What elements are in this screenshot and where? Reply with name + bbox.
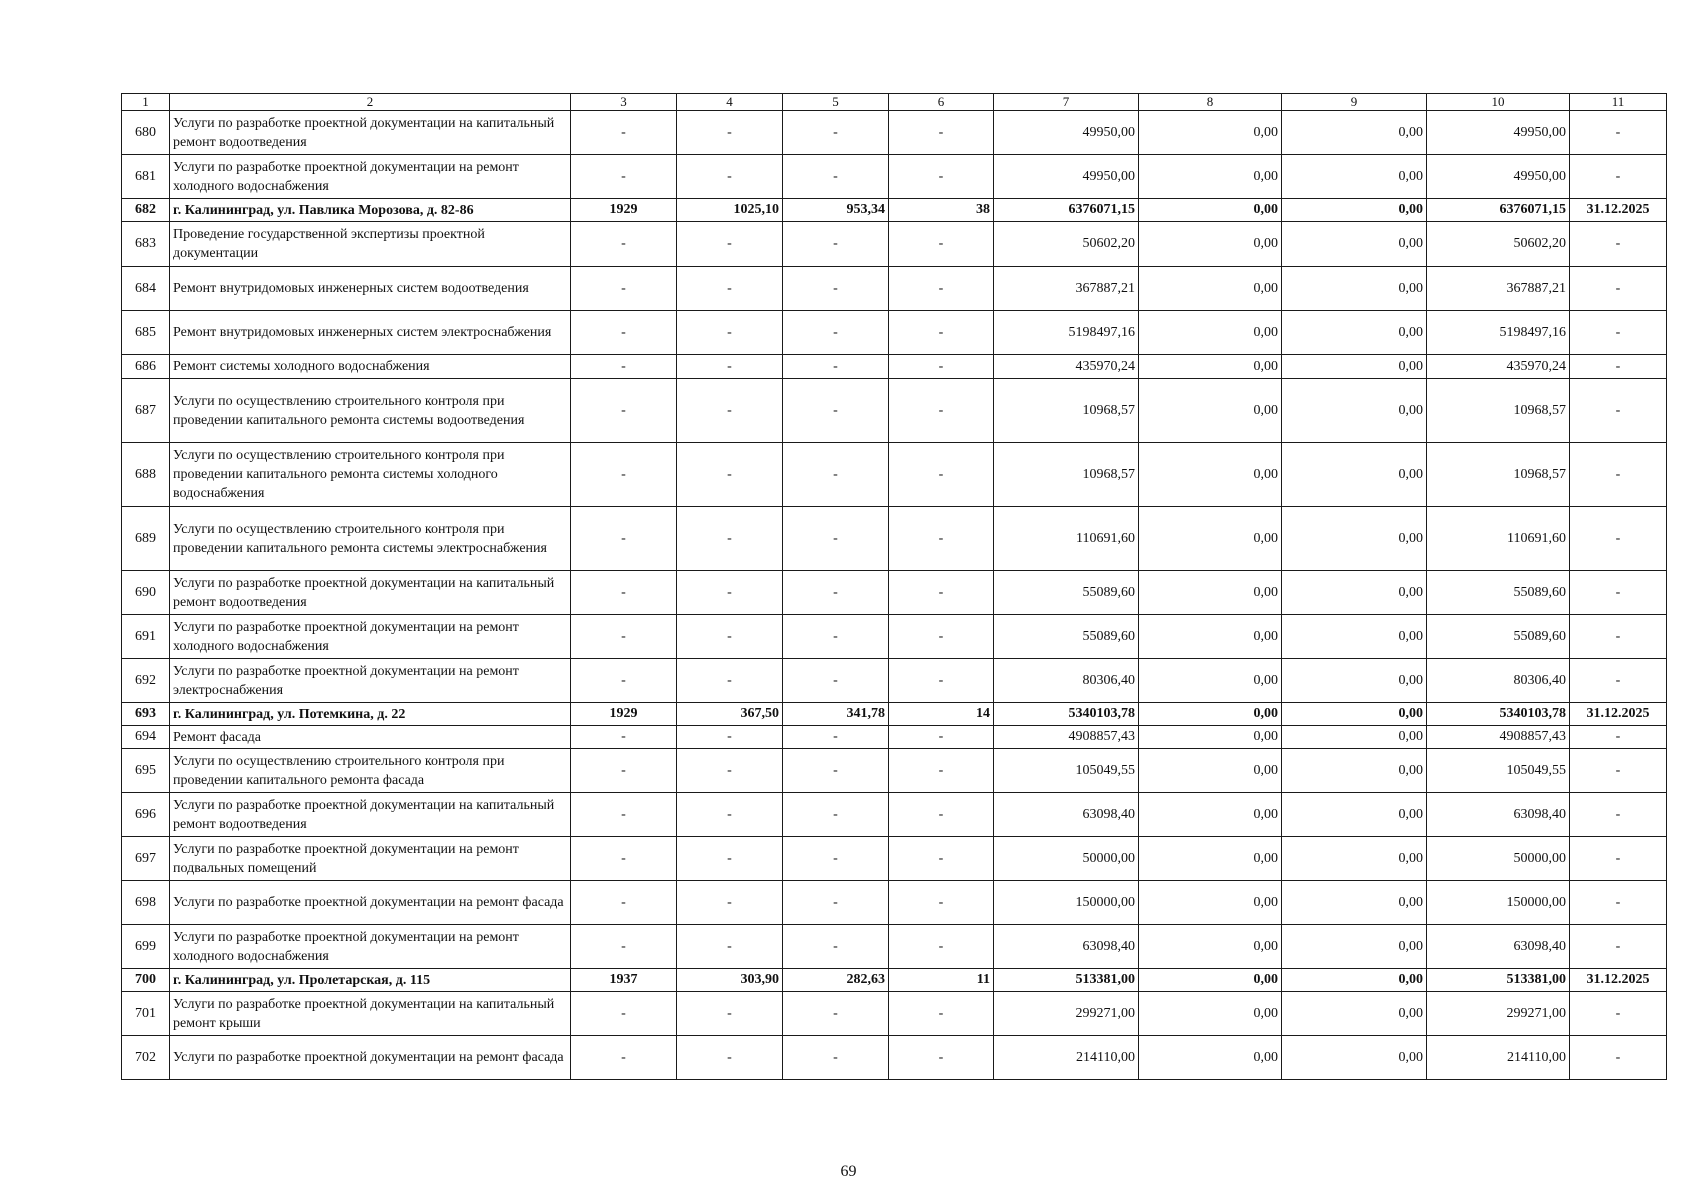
table-row [122, 793, 1667, 837]
col7-value: 55089,60 [994, 571, 1139, 615]
header-cell: 8 [1139, 94, 1282, 111]
row-name: г. Калининград, ул. Пролетарская, д. 115 [170, 969, 571, 992]
row-number: 689 [122, 507, 170, 571]
row-number: 680 [122, 111, 170, 155]
col5-value: - [783, 992, 889, 1036]
col6-value: - [889, 507, 994, 571]
col4-value: - [677, 267, 783, 311]
col8-value: 0,00 [1139, 703, 1282, 726]
col5-value: - [783, 1036, 889, 1080]
header-cell: 2 [170, 94, 571, 111]
capital-repair-table [121, 93, 1667, 1080]
row-name: Услуги по разработке проектной документации на капитальный ремонт крыши [170, 992, 571, 1036]
col4-value: - [677, 925, 783, 969]
col7-value: 63098,40 [994, 925, 1139, 969]
col11-value: - [1570, 837, 1667, 881]
row-number: 693 [122, 703, 170, 726]
col8-value: 0,00 [1139, 267, 1282, 311]
col5-value: 282,63 [783, 969, 889, 992]
col11-value: 31.12.2025 [1570, 703, 1667, 726]
col7-value: 299271,00 [994, 992, 1139, 1036]
col3-value: 1937 [571, 969, 677, 992]
col3-value: - [571, 355, 677, 379]
table-row [122, 443, 1667, 507]
col7-value: 55089,60 [994, 615, 1139, 659]
col8-value: 0,00 [1139, 199, 1282, 222]
col5-value: - [783, 615, 889, 659]
col6-value: - [889, 1036, 994, 1080]
col5-value: - [783, 726, 889, 749]
col10-value: 105049,55 [1427, 749, 1570, 793]
col9-value: 0,00 [1282, 443, 1427, 507]
col3-value: - [571, 659, 677, 703]
col7-value: 10968,57 [994, 443, 1139, 507]
col8-value: 0,00 [1139, 311, 1282, 355]
col4-value: 367,50 [677, 703, 783, 726]
col3-value: 1929 [571, 703, 677, 726]
col10-value: 435970,24 [1427, 355, 1570, 379]
row-number: 688 [122, 443, 170, 507]
col3-value: - [571, 726, 677, 749]
row-number: 685 [122, 311, 170, 355]
col11-value: 31.12.2025 [1570, 969, 1667, 992]
col7-value: 5198497,16 [994, 311, 1139, 355]
col5-value: - [783, 837, 889, 881]
col7-value: 513381,00 [994, 969, 1139, 992]
row-number: 691 [122, 615, 170, 659]
col3-value: - [571, 749, 677, 793]
col4-value: - [677, 726, 783, 749]
col3-value: 1929 [571, 199, 677, 222]
col3-value: - [571, 267, 677, 311]
col6-value: - [889, 379, 994, 443]
row-name: Услуги по осуществлению строительного контроля при проведении капитального ремонта фасада [170, 749, 571, 793]
col9-value: 0,00 [1282, 615, 1427, 659]
col8-value: 0,00 [1139, 507, 1282, 571]
table-row [122, 992, 1667, 1036]
col10-value: 63098,40 [1427, 925, 1570, 969]
col9-value: 0,00 [1282, 837, 1427, 881]
col5-value: - [783, 355, 889, 379]
row-number: 682 [122, 199, 170, 222]
col10-value: 55089,60 [1427, 615, 1570, 659]
col9-value: 0,00 [1282, 379, 1427, 443]
table-row [122, 507, 1667, 571]
col4-value: - [677, 881, 783, 925]
col8-value: 0,00 [1139, 1036, 1282, 1080]
row-number: 698 [122, 881, 170, 925]
col10-value: 367887,21 [1427, 267, 1570, 311]
header-cell: 4 [677, 94, 783, 111]
col5-value: - [783, 111, 889, 155]
table-row [122, 659, 1667, 703]
col6-value: - [889, 155, 994, 199]
col6-value: - [889, 311, 994, 355]
col11-value: - [1570, 311, 1667, 355]
table-row [122, 355, 1667, 379]
header-cell: 7 [994, 94, 1139, 111]
col4-value: - [677, 749, 783, 793]
col7-value: 50000,00 [994, 837, 1139, 881]
col6-value: - [889, 726, 994, 749]
col8-value: 0,00 [1139, 726, 1282, 749]
col9-value: 0,00 [1282, 969, 1427, 992]
address-row [122, 703, 1667, 726]
table-row [122, 571, 1667, 615]
col11-value: - [1570, 925, 1667, 969]
col11-value: 31.12.2025 [1570, 199, 1667, 222]
col4-value: - [677, 1036, 783, 1080]
col9-value: 0,00 [1282, 749, 1427, 793]
col4-value: - [677, 111, 783, 155]
header-cell: 10 [1427, 94, 1570, 111]
col4-value: - [677, 571, 783, 615]
col3-value: - [571, 793, 677, 837]
col10-value: 5198497,16 [1427, 311, 1570, 355]
col6-value: 14 [889, 703, 994, 726]
col3-value: - [571, 155, 677, 199]
col3-value: - [571, 1036, 677, 1080]
header-cell: 11 [1570, 94, 1667, 111]
row-name: Услуги по разработке проектной документации на ремонт фасада [170, 1036, 571, 1080]
table-row [122, 837, 1667, 881]
col11-value: - [1570, 615, 1667, 659]
col10-value: 4908857,43 [1427, 726, 1570, 749]
col3-value: - [571, 615, 677, 659]
col11-value: - [1570, 749, 1667, 793]
col6-value: - [889, 992, 994, 1036]
col8-value: 0,00 [1139, 222, 1282, 267]
col6-value: - [889, 571, 994, 615]
row-name: Ремонт системы холодного водоснабжения [170, 355, 571, 379]
table-row [122, 615, 1667, 659]
row-number: 694 [122, 726, 170, 749]
col6-value: - [889, 111, 994, 155]
col8-value: 0,00 [1139, 881, 1282, 925]
col7-value: 50602,20 [994, 222, 1139, 267]
col4-value: - [677, 992, 783, 1036]
col4-value: - [677, 355, 783, 379]
row-number: 684 [122, 267, 170, 311]
col9-value: 0,00 [1282, 925, 1427, 969]
col5-value: - [783, 749, 889, 793]
col7-value: 49950,00 [994, 111, 1139, 155]
col5-value: - [783, 925, 889, 969]
col9-value: 0,00 [1282, 155, 1427, 199]
col8-value: 0,00 [1139, 749, 1282, 793]
col9-value: 0,00 [1282, 222, 1427, 267]
col10-value: 80306,40 [1427, 659, 1570, 703]
col7-value: 150000,00 [994, 881, 1139, 925]
row-number: 696 [122, 793, 170, 837]
col6-value: - [889, 615, 994, 659]
col10-value: 10968,57 [1427, 443, 1570, 507]
col10-value: 5340103,78 [1427, 703, 1570, 726]
col8-value: 0,00 [1139, 615, 1282, 659]
col7-value: 367887,21 [994, 267, 1139, 311]
row-number: 700 [122, 969, 170, 992]
col7-value: 214110,00 [994, 1036, 1139, 1080]
col9-value: 0,00 [1282, 571, 1427, 615]
col9-value: 0,00 [1282, 881, 1427, 925]
col11-value: - [1570, 881, 1667, 925]
col9-value: 0,00 [1282, 1036, 1427, 1080]
col6-value: - [889, 793, 994, 837]
table-row [122, 311, 1667, 355]
col8-value: 0,00 [1139, 379, 1282, 443]
col7-value: 435970,24 [994, 355, 1139, 379]
col5-value: - [783, 793, 889, 837]
table-row [122, 1036, 1667, 1080]
col11-value: - [1570, 726, 1667, 749]
col4-value: - [677, 155, 783, 199]
col11-value: - [1570, 992, 1667, 1036]
header-cell: 1 [122, 94, 170, 111]
row-number: 702 [122, 1036, 170, 1080]
col9-value: 0,00 [1282, 703, 1427, 726]
header-cell: 5 [783, 94, 889, 111]
col10-value: 50602,20 [1427, 222, 1570, 267]
col11-value: - [1570, 507, 1667, 571]
col3-value: - [571, 111, 677, 155]
col8-value: 0,00 [1139, 111, 1282, 155]
row-name: Услуги по разработке проектной документации на капитальный ремонт водоотведения [170, 793, 571, 837]
col9-value: 0,00 [1282, 992, 1427, 1036]
col10-value: 50000,00 [1427, 837, 1570, 881]
col3-value: - [571, 837, 677, 881]
col9-value: 0,00 [1282, 355, 1427, 379]
row-name: Ремонт внутридомовых инженерных систем водоотведения [170, 267, 571, 311]
col10-value: 10968,57 [1427, 379, 1570, 443]
row-name: Услуги по разработке проектной документации на ремонт холодного водоснабжения [170, 615, 571, 659]
col6-value: - [889, 925, 994, 969]
row-number: 683 [122, 222, 170, 267]
col4-value: - [677, 311, 783, 355]
row-number: 686 [122, 355, 170, 379]
col5-value: - [783, 379, 889, 443]
col7-value: 110691,60 [994, 507, 1139, 571]
col11-value: - [1570, 443, 1667, 507]
table-body [122, 94, 1667, 1080]
col11-value: - [1570, 793, 1667, 837]
col7-value: 63098,40 [994, 793, 1139, 837]
table-row [122, 155, 1667, 199]
col11-value: - [1570, 571, 1667, 615]
col5-value: - [783, 155, 889, 199]
row-number: 699 [122, 925, 170, 969]
col6-value: - [889, 222, 994, 267]
col9-value: 0,00 [1282, 199, 1427, 222]
col6-value: 38 [889, 199, 994, 222]
col11-value: - [1570, 222, 1667, 267]
row-number: 687 [122, 379, 170, 443]
col10-value: 55089,60 [1427, 571, 1570, 615]
col4-value: - [677, 793, 783, 837]
col9-value: 0,00 [1282, 311, 1427, 355]
row-name: Услуги по осуществлению строительного контроля при проведении капитального ремонта системы водоотведения [170, 379, 571, 443]
row-name: Услуги по разработке проектной документации на капитальный ремонт водоотведения [170, 111, 571, 155]
col3-value: - [571, 992, 677, 1036]
col4-value: 1025,10 [677, 199, 783, 222]
col3-value: - [571, 379, 677, 443]
header-cell: 3 [571, 94, 677, 111]
col10-value: 214110,00 [1427, 1036, 1570, 1080]
col6-value: - [889, 267, 994, 311]
col9-value: 0,00 [1282, 726, 1427, 749]
col3-value: - [571, 443, 677, 507]
col8-value: 0,00 [1139, 793, 1282, 837]
col10-value: 63098,40 [1427, 793, 1570, 837]
col3-value: - [571, 507, 677, 571]
col6-value: - [889, 355, 994, 379]
col9-value: 0,00 [1282, 267, 1427, 311]
col11-value: - [1570, 355, 1667, 379]
col9-value: 0,00 [1282, 793, 1427, 837]
col5-value: - [783, 311, 889, 355]
col6-value: - [889, 837, 994, 881]
col7-value: 105049,55 [994, 749, 1139, 793]
col10-value: 110691,60 [1427, 507, 1570, 571]
col11-value: - [1570, 1036, 1667, 1080]
row-name: Услуги по осуществлению строительного контроля при проведении капитального ремонта системы электроснабжения [170, 507, 571, 571]
col9-value: 0,00 [1282, 507, 1427, 571]
col8-value: 0,00 [1139, 659, 1282, 703]
row-number: 692 [122, 659, 170, 703]
col8-value: 0,00 [1139, 355, 1282, 379]
col8-value: 0,00 [1139, 155, 1282, 199]
col5-value: 953,34 [783, 199, 889, 222]
row-name: Проведение государственной экспертизы проектной документации [170, 222, 571, 267]
row-number: 690 [122, 571, 170, 615]
col9-value: 0,00 [1282, 659, 1427, 703]
col5-value: - [783, 571, 889, 615]
table-row [122, 111, 1667, 155]
col3-value: - [571, 925, 677, 969]
col3-value: - [571, 571, 677, 615]
col4-value: - [677, 659, 783, 703]
row-number: 697 [122, 837, 170, 881]
table-row [122, 726, 1667, 749]
page-number: 69 [840, 1163, 857, 1180]
table-row [122, 749, 1667, 793]
col7-value: 80306,40 [994, 659, 1139, 703]
col5-value: - [783, 267, 889, 311]
column-number-header [122, 94, 1667, 111]
row-name: г. Калининград, ул. Павлика Морозова, д. 82-86 [170, 199, 571, 222]
col6-value: - [889, 443, 994, 507]
col8-value: 0,00 [1139, 837, 1282, 881]
table-row [122, 379, 1667, 443]
row-name: Услуги по разработке проектной документации на ремонт фасада [170, 881, 571, 925]
col5-value: - [783, 507, 889, 571]
col7-value: 49950,00 [994, 155, 1139, 199]
col3-value: - [571, 881, 677, 925]
table-row [122, 222, 1667, 267]
address-row [122, 969, 1667, 992]
col5-value: - [783, 443, 889, 507]
col10-value: 299271,00 [1427, 992, 1570, 1036]
col8-value: 0,00 [1139, 571, 1282, 615]
col3-value: - [571, 222, 677, 267]
col4-value: - [677, 379, 783, 443]
address-row [122, 199, 1667, 222]
col11-value: - [1570, 111, 1667, 155]
col9-value: 0,00 [1282, 111, 1427, 155]
col4-value: - [677, 222, 783, 267]
col6-value: - [889, 749, 994, 793]
col8-value: 0,00 [1139, 992, 1282, 1036]
col10-value: 513381,00 [1427, 969, 1570, 992]
row-name: Услуги по разработке проектной документации на ремонт подвальных помещений [170, 837, 571, 881]
row-name: г. Калининград, ул. Потемкина, д. 22 [170, 703, 571, 726]
col5-value: - [783, 659, 889, 703]
row-name: Ремонт фасада [170, 726, 571, 749]
table-row [122, 881, 1667, 925]
col3-value: - [571, 311, 677, 355]
col10-value: 49950,00 [1427, 111, 1570, 155]
col4-value: - [677, 837, 783, 881]
row-number: 681 [122, 155, 170, 199]
col5-value: - [783, 222, 889, 267]
col11-value: - [1570, 267, 1667, 311]
row-name: Услуги по разработке проектной документации на ремонт холодного водоснабжения [170, 925, 571, 969]
col10-value: 150000,00 [1427, 881, 1570, 925]
col4-value: - [677, 507, 783, 571]
row-name: Ремонт внутридомовых инженерных систем электроснабжения [170, 311, 571, 355]
row-name: Услуги по осуществлению строительного контроля при проведении капитального ремонта системы холодного водоснабжения [170, 443, 571, 507]
col5-value: 341,78 [783, 703, 889, 726]
col5-value: - [783, 881, 889, 925]
table-row [122, 267, 1667, 311]
header-cell: 9 [1282, 94, 1427, 111]
col10-value: 6376071,15 [1427, 199, 1570, 222]
row-name: Услуги по разработке проектной документации на ремонт холодного водоснабжения [170, 155, 571, 199]
col4-value: 303,90 [677, 969, 783, 992]
col7-value: 10968,57 [994, 379, 1139, 443]
row-name: Услуги по разработке проектной документации на капитальный ремонт водоотведения [170, 571, 571, 615]
col8-value: 0,00 [1139, 969, 1282, 992]
col6-value: - [889, 881, 994, 925]
col7-value: 5340103,78 [994, 703, 1139, 726]
col8-value: 0,00 [1139, 925, 1282, 969]
col6-value: - [889, 659, 994, 703]
col10-value: 49950,00 [1427, 155, 1570, 199]
header-cell: 6 [889, 94, 994, 111]
col6-value: 11 [889, 969, 994, 992]
row-number: 701 [122, 992, 170, 1036]
col8-value: 0,00 [1139, 443, 1282, 507]
col4-value: - [677, 443, 783, 507]
col7-value: 4908857,43 [994, 726, 1139, 749]
col11-value: - [1570, 379, 1667, 443]
col4-value: - [677, 615, 783, 659]
col11-value: - [1570, 155, 1667, 199]
col11-value: - [1570, 659, 1667, 703]
col7-value: 6376071,15 [994, 199, 1139, 222]
table-row [122, 925, 1667, 969]
row-number: 695 [122, 749, 170, 793]
row-name: Услуги по разработке проектной документации на ремонт электроснабжения [170, 659, 571, 703]
